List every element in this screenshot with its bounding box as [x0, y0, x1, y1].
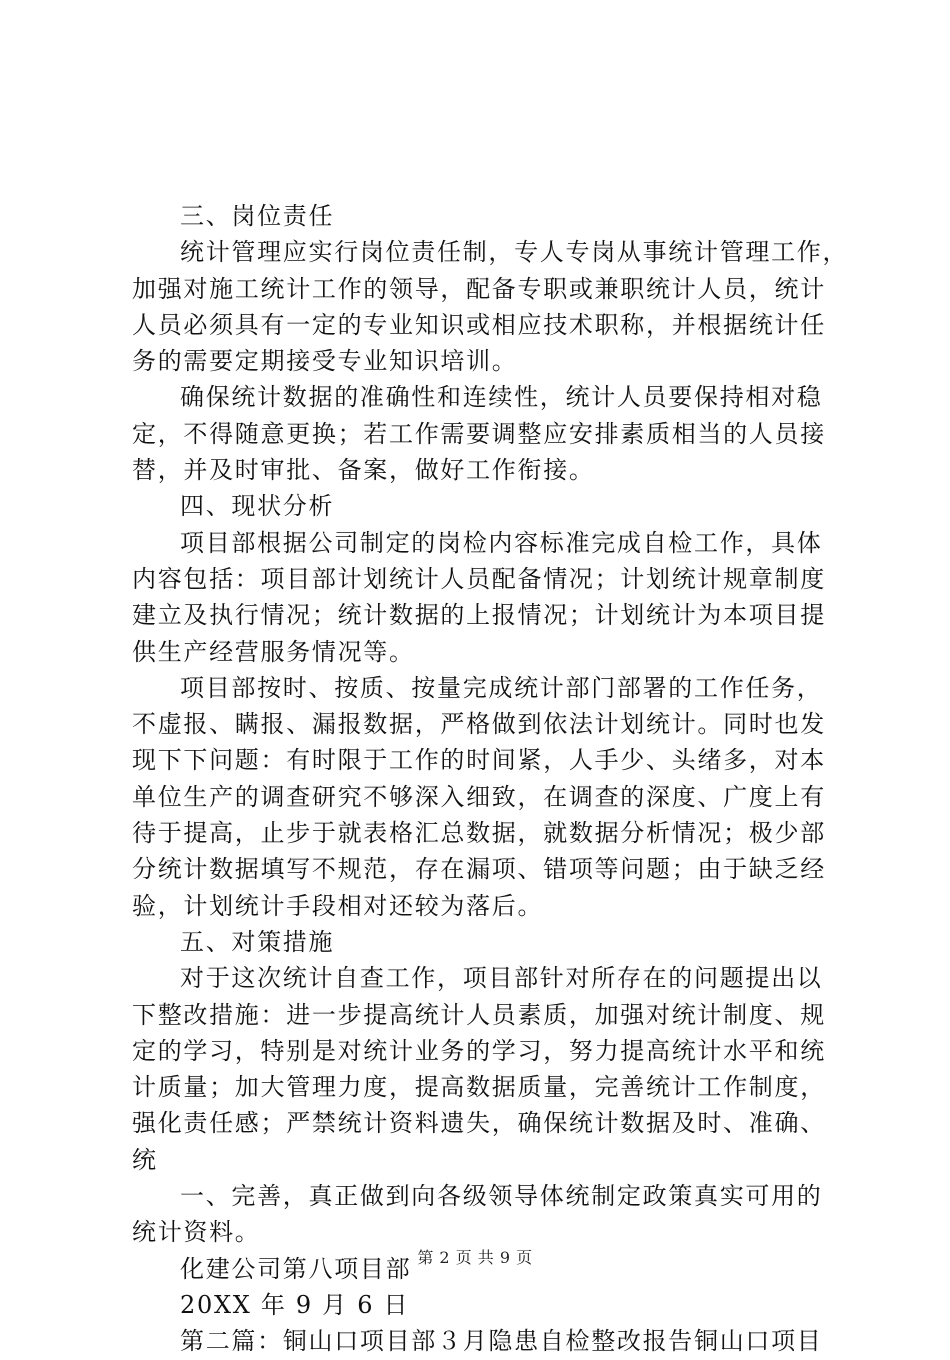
text-line: 五、对策措施	[180, 927, 335, 956]
text-line: 供生产经营服务情况等。	[132, 637, 415, 666]
text-line: 20XX 年 9 月 6 日	[180, 1290, 410, 1319]
text-line: 替，并及时审批、备案，做好工作衔接。	[132, 456, 595, 485]
text-line: 加强对施工统计工作的领导，配备专职或兼职统计人员，统计	[132, 274, 826, 303]
text-line: 一、完善，真正做到向各级领导体统制定政策真实可用的	[180, 1182, 823, 1211]
text-line: 第二篇：铜山口项目部３月隐患自检整改报告铜山口项目	[180, 1327, 823, 1356]
text-line: 现下下问题：有时限于工作的时间紧，人手少、头绪多，对本	[132, 746, 826, 775]
text-line: 不虚报、瞒报、漏报数据，严格做到依法计划统计。同时也发	[132, 710, 826, 739]
text-line: 单位生产的调查研究不够深入细致，在调查的深度、广度上有	[132, 782, 826, 811]
text-line: 内容包括：项目部计划统计人员配备情况；计划统计规章制度	[132, 564, 826, 593]
text-line: 计质量；加大管理力度，提高数据质量，完善统计工作制度，	[132, 1073, 826, 1102]
text-line: 强化责任感；严禁统计资料遗失，确保统计数据及时、准确、	[132, 1109, 826, 1138]
text-line: 统计资料。	[132, 1218, 261, 1247]
text-line: 项目部按时、按质、按量完成统计部门部署的工作任务，	[180, 673, 823, 702]
text-line: 项目部根据公司制定的岗检内容标准完成自检工作，具体	[180, 528, 823, 557]
text-line: 务的需要定期接受专业知识培训。	[132, 347, 518, 376]
text-line: 确保统计数据的准确性和连续性，统计人员要保持相对稳	[180, 383, 823, 412]
text-line: 验，计划统计手段相对还较为落后。	[132, 891, 544, 920]
text-line: 对于这次统计自查工作，项目部针对所存在的问题提出以	[180, 964, 823, 993]
text-line: 统	[132, 1145, 158, 1174]
text-line: 下整改措施：进一步提高统计人员素质，加强对统计制度、规	[132, 1000, 826, 1029]
text-line: 人员必须具有一定的专业知识或相应技术职称，并根据统计任	[132, 310, 826, 339]
text-line: 三、岗位责任	[180, 202, 335, 230]
text-line: 四、现状分析	[180, 492, 335, 521]
document-body	[132, 198, 849, 1360]
text-line: 化建公司第八项目部	[180, 1254, 412, 1283]
text-line: 分统计数据填写不规范，存在漏项、错项等问题；由于缺乏经	[132, 855, 826, 884]
text-line: 定的学习，特别是对统计业务的学习，努力提高统计水平和统	[132, 1036, 826, 1065]
text-line: 待于提高，止步于就表格汇总数据，就数据分析情况；极少部	[132, 819, 826, 848]
text-line: 统计管理应实行岗位责任制，专人专岗从事统计管理工作，	[180, 238, 849, 267]
page-footer: 第 2 页 共 9 页	[417, 1248, 533, 1267]
text-line: 建立及执行情况；统计数据的上报情况；计划统计为本项目提	[132, 601, 826, 630]
text-line: 定，不得随意更换；若工作需要调整应安排素质相当的人员接	[132, 419, 826, 448]
